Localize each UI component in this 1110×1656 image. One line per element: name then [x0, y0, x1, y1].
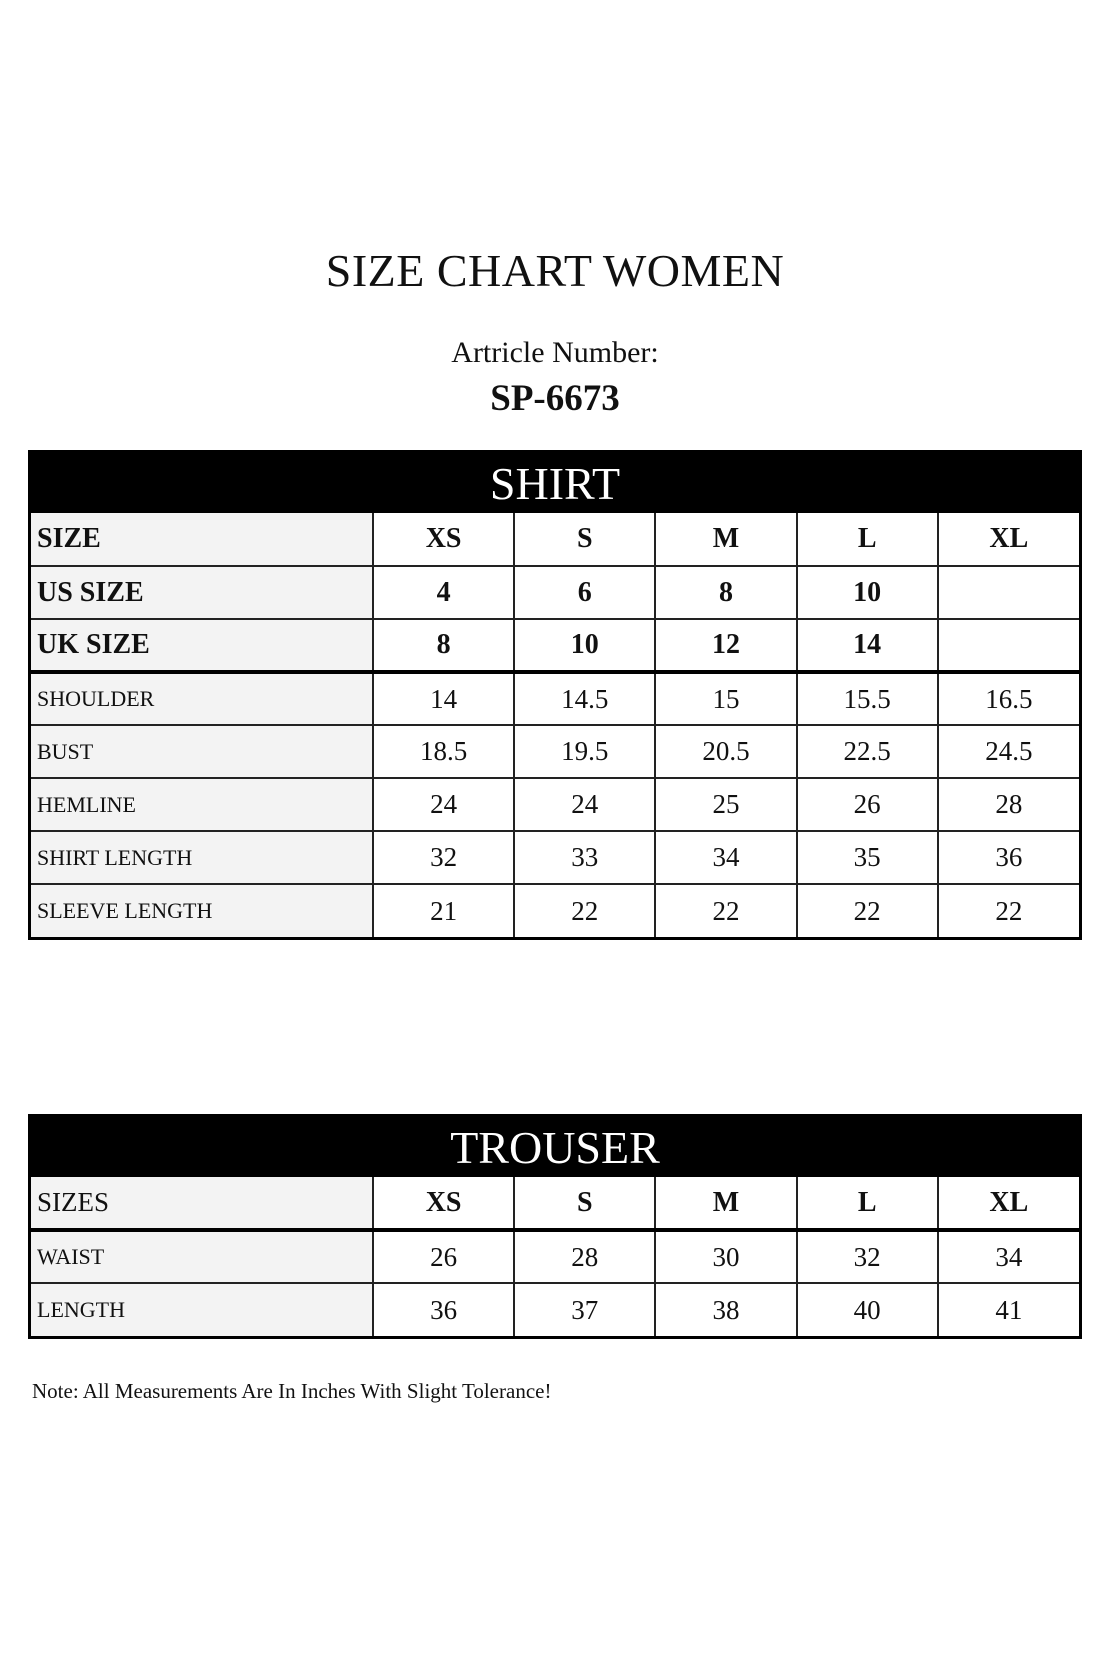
- measure-cell: 18.5: [373, 725, 514, 778]
- measure-cell: 26: [373, 1230, 514, 1283]
- measure-cell: 37: [514, 1283, 655, 1336]
- measure-label: SLEEVE LENGTH: [31, 884, 373, 937]
- uk-size-cell: 12: [655, 619, 796, 672]
- measure-cell: 22: [514, 884, 655, 937]
- page-title: SIZE CHART WOMEN: [325, 245, 785, 296]
- measure-cell: 32: [373, 831, 514, 884]
- measure-cell: 35: [797, 831, 938, 884]
- trouser-size-row: [31, 1177, 1079, 1230]
- measure-cell: 38: [655, 1283, 796, 1336]
- uk-size-cell: 10: [514, 619, 655, 672]
- trouser-heading: TROUSER: [31, 1117, 1079, 1177]
- size-cell: XL: [938, 513, 1079, 566]
- uk-size-row: [31, 619, 1079, 672]
- measure-cell: 15: [655, 672, 796, 725]
- measure-cell: 28: [938, 778, 1079, 831]
- shirt-size-row: [31, 513, 1079, 566]
- measure-cell: 15.5: [797, 672, 938, 725]
- size-cell: XS: [373, 1177, 514, 1230]
- measure-cell: 41: [938, 1283, 1079, 1336]
- us-size-cell: 10: [797, 566, 938, 619]
- us-size-cell: [938, 566, 1079, 619]
- shirt-table: [31, 513, 1079, 937]
- shirt-size-table: [28, 450, 1082, 940]
- table-row: [31, 831, 1079, 884]
- measure-cell: 26: [797, 778, 938, 831]
- article-number-label: Artricle Number:: [451, 336, 659, 369]
- table-row: [31, 725, 1079, 778]
- table-row: [31, 1283, 1079, 1336]
- measure-cell: 22: [797, 884, 938, 937]
- measure-cell: 16.5: [938, 672, 1079, 725]
- uk-size-label: UK SIZE: [31, 619, 373, 672]
- measure-cell: 36: [373, 1283, 514, 1336]
- measure-label: HEMLINE: [31, 778, 373, 831]
- measure-cell: 34: [938, 1230, 1079, 1283]
- measure-label: WAIST: [31, 1230, 373, 1283]
- measure-cell: 36: [938, 831, 1079, 884]
- measure-cell: 24: [373, 778, 514, 831]
- table-row: [31, 1230, 1079, 1283]
- measure-cell: 20.5: [655, 725, 796, 778]
- uk-size-cell: [938, 619, 1079, 672]
- measure-cell: 21: [373, 884, 514, 937]
- size-cell: S: [514, 1177, 655, 1230]
- article-number: SP-6673: [490, 378, 620, 419]
- measure-label: LENGTH: [31, 1283, 373, 1336]
- us-size-cell: 6: [514, 566, 655, 619]
- measure-cell: 14: [373, 672, 514, 725]
- us-size-row: [31, 566, 1079, 619]
- measure-cell: 22.5: [797, 725, 938, 778]
- size-label: SIZE: [31, 513, 373, 566]
- measure-cell: 22: [655, 884, 796, 937]
- size-cell: L: [797, 513, 938, 566]
- measure-cell: 28: [514, 1230, 655, 1283]
- table-row: [31, 884, 1079, 937]
- measure-cell: 34: [655, 831, 796, 884]
- size-cell: XL: [938, 1177, 1079, 1230]
- measure-cell: 22: [938, 884, 1079, 937]
- us-size-cell: 8: [655, 566, 796, 619]
- measure-label: BUST: [31, 725, 373, 778]
- size-cell: M: [655, 1177, 796, 1230]
- measure-cell: 30: [655, 1230, 796, 1283]
- measure-cell: 24.5: [938, 725, 1079, 778]
- size-cell: XS: [373, 513, 514, 566]
- size-cell: L: [797, 1177, 938, 1230]
- measure-cell: 24: [514, 778, 655, 831]
- measure-cell: 40: [797, 1283, 938, 1336]
- us-size-cell: 4: [373, 566, 514, 619]
- measurement-note: Note: All Measurements Are In Inches With Slight Tolerance!: [32, 1379, 552, 1403]
- sizes-label: SIZES: [31, 1177, 373, 1230]
- measure-cell: 32: [797, 1230, 938, 1283]
- size-cell: S: [514, 513, 655, 566]
- us-size-label: US SIZE: [31, 566, 373, 619]
- trouser-size-table: [28, 1114, 1082, 1339]
- uk-size-cell: 14: [797, 619, 938, 672]
- shirt-heading: SHIRT: [31, 453, 1079, 513]
- measure-cell: 14.5: [514, 672, 655, 725]
- table-row: [31, 672, 1079, 725]
- measure-label: SHIRT LENGTH: [31, 831, 373, 884]
- measure-label: SHOULDER: [31, 672, 373, 725]
- uk-size-cell: 8: [373, 619, 514, 672]
- trouser-table: [31, 1177, 1079, 1336]
- size-cell: M: [655, 513, 796, 566]
- measure-cell: 25: [655, 778, 796, 831]
- measure-cell: 33: [514, 831, 655, 884]
- table-row: [31, 778, 1079, 831]
- measure-cell: 19.5: [514, 725, 655, 778]
